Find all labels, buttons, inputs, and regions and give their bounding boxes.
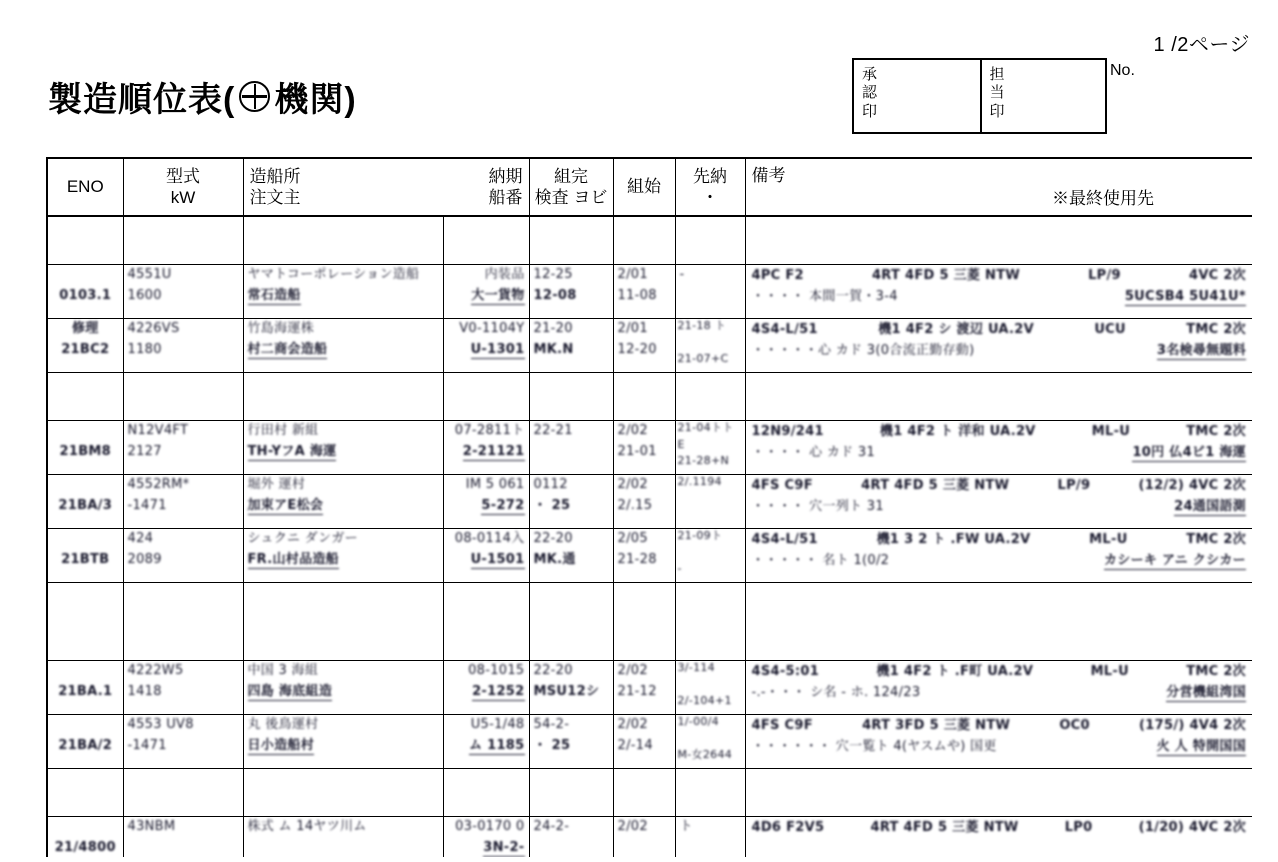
column-header-eno-label: ENO bbox=[66, 177, 104, 197]
cell-inspection: 22-20 MSU12シ bbox=[529, 660, 613, 714]
cell-due-hullno: 08-1015 2-1252 bbox=[443, 660, 529, 714]
table-row bbox=[47, 660, 1252, 714]
production-order-table-wrap bbox=[46, 157, 1252, 857]
circle-cross-logo-icon bbox=[239, 81, 270, 112]
cell-due-hullno: U5-1/48 ム 1185 bbox=[443, 714, 529, 768]
cell-remarks: 4FS C9F 4RT 4FD 5 三菱 NTW LP/9 (12/2) 4VC 2次 ・・・・ 穴一列ト 31 24通国語測 bbox=[745, 474, 1252, 528]
table-blank-row bbox=[47, 582, 1252, 660]
table-cell-empty bbox=[675, 768, 745, 816]
table-row bbox=[47, 318, 1252, 372]
cell-type-kw: 4551U 1600 bbox=[123, 264, 243, 318]
cell-remarks: 4D6 F2V5 4RT 4FD 5 三菱 NTW LP0 (1/20) 4VC 2次 bbox=[745, 816, 1252, 857]
table-cell-empty bbox=[529, 582, 613, 660]
page-title bbox=[48, 72, 357, 121]
cell-remarks: 4S4-5:01 機1 4F2 ト .F町 UA.2V ML-U TMC 2次 -.-・・・ シ名 - ホ. 124/23 分営機組湾国 bbox=[745, 660, 1252, 714]
cell-assembly-start: 2/02 21-12 bbox=[613, 660, 675, 714]
column-header-yard: 造船所 bbox=[249, 166, 301, 186]
cell-assembly-start: 2/02 bbox=[613, 816, 675, 857]
cell-remarks: 12N9/241 機1 4F2 ト 洋和 UA.2V ML-U TMC 2次 ・・・・ 心 カド 31 10円 仏4ビ1 海運 bbox=[745, 420, 1252, 474]
table-cell-empty bbox=[47, 216, 123, 264]
table-cell-empty bbox=[675, 372, 745, 420]
cell-assembly-start: 2/02 2/-14 bbox=[613, 714, 675, 768]
cell-remarks: 4PC F2 4RT 4FD 5 三菱 NTW LP/9 4VC 2次 ・・・・ 本間一賀・3-4 5UCSB4 5U41U* bbox=[745, 264, 1252, 318]
cell-remarks: 4S4-L/51 機1 3 2 ト .FW UA.2V ML-U TMC 2次 ・・・・・ 名ト 1(0/2 カシーキ アニ クシカー bbox=[745, 528, 1252, 582]
cell-yard-orderer: 株式 ム 14ヤツ川ム bbox=[243, 816, 443, 857]
cell-eno: 21BTB bbox=[47, 528, 123, 582]
table-cell-empty bbox=[529, 216, 613, 264]
table-cell-empty bbox=[47, 768, 123, 816]
cell-eno: 修理 21BC2 bbox=[47, 318, 123, 372]
table-cell-empty bbox=[123, 372, 243, 420]
column-header-pre-delivery-top: 先納 bbox=[693, 166, 727, 186]
cell-eno: 21BA/2 bbox=[47, 714, 123, 768]
column-header-yard-due bbox=[243, 158, 529, 216]
table-cell-empty bbox=[47, 582, 123, 660]
approval-stamp-label: 承認印 bbox=[862, 66, 878, 120]
table-cell-empty bbox=[745, 216, 1252, 264]
approval-stamp-cell bbox=[854, 60, 980, 132]
table-cell-empty bbox=[243, 216, 443, 264]
cell-remarks: 4S4-L/51 機1 4F2 シ 渡辺 UA.2V UCU TMC 2次 ・・・・・心 カド 3(0合流正勤存動) 3名検尋無題料 bbox=[745, 318, 1252, 372]
column-header-assembly-start-label: 組始 bbox=[627, 177, 661, 197]
table-cell-empty bbox=[675, 582, 745, 660]
cell-yard-orderer: 堀外 運村 加束アE松会 bbox=[243, 474, 443, 528]
table-cell-empty bbox=[443, 768, 529, 816]
approval-stamp-box bbox=[852, 58, 1107, 134]
cell-eno: 21BA.1 bbox=[47, 660, 123, 714]
cell-inspection: 12-25 12-08 bbox=[529, 264, 613, 318]
table-cell-empty bbox=[443, 372, 529, 420]
cell-pre-delivery: 21-18 ト 21-07+C bbox=[675, 318, 745, 372]
cell-yard-orderer: シュクニ ダンガー FR.山村品造船 bbox=[243, 528, 443, 582]
column-header-remarks-label: 備考 bbox=[751, 166, 786, 185]
column-header-due: 納期 bbox=[488, 166, 523, 186]
table-blank-row bbox=[47, 216, 1252, 264]
table-cell-empty bbox=[745, 372, 1252, 420]
cell-type-kw: 4552RM* -1471 bbox=[123, 474, 243, 528]
cell-eno: 21BA/3 bbox=[47, 474, 123, 528]
cell-due-hullno: 07-2811ト 2-21121 bbox=[443, 420, 529, 474]
table-cell-empty bbox=[745, 582, 1252, 660]
cell-yard-orderer: 竹島海運株 村二商会造船 bbox=[243, 318, 443, 372]
cell-eno: 21BM8 bbox=[47, 420, 123, 474]
cell-yard-orderer: 中国 3 海組 四島 海底組造 bbox=[243, 660, 443, 714]
table-row bbox=[47, 420, 1252, 474]
cell-eno: 0103.1 bbox=[47, 264, 123, 318]
table-cell-empty bbox=[745, 768, 1252, 816]
cell-type-kw: 4553 UV8 -1471 bbox=[123, 714, 243, 768]
table-cell-empty bbox=[243, 582, 443, 660]
table-cell-empty bbox=[243, 372, 443, 420]
table-cell-empty bbox=[613, 582, 675, 660]
cell-pre-delivery: - bbox=[675, 264, 745, 318]
cell-yard-orderer: 行田村 新組 TH-YフA 海運 bbox=[243, 420, 443, 474]
cell-pre-delivery: 1/-00/4 M-女2644 bbox=[675, 714, 745, 768]
column-header-type-top: 型式 bbox=[166, 166, 200, 186]
cell-assembly-start: 2/05 21-28 bbox=[613, 528, 675, 582]
cell-type-kw: 424 2089 bbox=[123, 528, 243, 582]
cell-assembly-start: 2/02 21-01 bbox=[613, 420, 675, 474]
column-header-inspection-top: 組完 bbox=[554, 166, 588, 186]
document-number-label: No. bbox=[1110, 62, 1135, 79]
charge-stamp-label: 担当印 bbox=[989, 66, 1005, 120]
page-title-suffix: 機関) bbox=[274, 81, 357, 119]
column-header-type-bottom: kW bbox=[170, 188, 196, 207]
cell-inspection: 0112 ・ 25 bbox=[529, 474, 613, 528]
table-cell-empty bbox=[529, 768, 613, 816]
page-indicator: 1 /2ページ bbox=[1153, 34, 1250, 56]
cell-type-kw: 43NBM bbox=[123, 816, 243, 857]
cell-due-hullno: 内装品 大一貨物 bbox=[443, 264, 529, 318]
cell-inspection: 21-20 MK.N bbox=[529, 318, 613, 372]
table-cell-empty bbox=[123, 216, 243, 264]
cell-eno: 21/4800 bbox=[47, 816, 123, 857]
column-header-assembly-start bbox=[613, 158, 675, 216]
column-header-pre-delivery-bottom: ・ bbox=[701, 188, 719, 207]
table-cell-empty bbox=[613, 216, 675, 264]
cell-inspection: 54-2- ・ 25 bbox=[529, 714, 613, 768]
cell-inspection: 22-21 bbox=[529, 420, 613, 474]
table-blank-row bbox=[47, 768, 1252, 816]
column-header-pre-delivery bbox=[675, 158, 745, 216]
cell-due-hullno: 03-0170 0 3N-2- bbox=[443, 816, 529, 857]
cell-type-kw: 4226VS 1180 bbox=[123, 318, 243, 372]
charge-stamp-cell bbox=[980, 60, 1106, 132]
table-row bbox=[47, 714, 1252, 768]
table-row bbox=[47, 528, 1252, 582]
cell-pre-delivery: ト bbox=[675, 816, 745, 857]
production-order-table bbox=[46, 157, 1252, 857]
table-body bbox=[47, 216, 1252, 857]
cell-remarks: 4FS C9F 4RT 3FD 5 三菱 NTW OC0 (175/) 4V4 2次 ・・・・・・ 穴一覧ト 4(ヤスムや) 国更 火 人 特開国国 bbox=[745, 714, 1252, 768]
table-cell-empty bbox=[123, 582, 243, 660]
table-cell-empty bbox=[47, 372, 123, 420]
table-cell-empty bbox=[123, 768, 243, 816]
cell-pre-delivery: 3/-114 2/-104+1 bbox=[675, 660, 745, 714]
cell-inspection: 22-20 MK.通 bbox=[529, 528, 613, 582]
table-cell-empty bbox=[613, 372, 675, 420]
column-header-inspection-bottom: 検査 ヨビ bbox=[534, 188, 608, 207]
table-row bbox=[47, 474, 1252, 528]
cell-due-hullno: V0-1104Y U-1301 bbox=[443, 318, 529, 372]
table-cell-empty bbox=[243, 768, 443, 816]
cell-pre-delivery: 21-04トト E 21-28+N bbox=[675, 420, 745, 474]
cell-pre-delivery: 2/.1194 bbox=[675, 474, 745, 528]
column-header-hull-no: 船番 bbox=[488, 188, 523, 207]
cell-yard-orderer: 丸 後鳥運村 日小造船村 bbox=[243, 714, 443, 768]
cell-assembly-start: 2/01 12-20 bbox=[613, 318, 675, 372]
column-header-remarks bbox=[745, 158, 1252, 216]
cell-type-kw: N12V4FT 2127 bbox=[123, 420, 243, 474]
table-cell-empty bbox=[443, 216, 529, 264]
cell-type-kw: 4222W5 1418 bbox=[123, 660, 243, 714]
column-header-type bbox=[123, 158, 243, 216]
cell-pre-delivery: 21-09ト - bbox=[675, 528, 745, 582]
cell-assembly-start: 2/01 11-08 bbox=[613, 264, 675, 318]
table-cell-empty bbox=[675, 216, 745, 264]
table-row bbox=[47, 264, 1252, 318]
table-row bbox=[47, 816, 1252, 857]
column-header-eno bbox=[47, 158, 123, 216]
cell-yard-orderer: ヤマトコーポレーション造船 常石造船 bbox=[243, 264, 443, 318]
table-blank-row bbox=[47, 372, 1252, 420]
table-cell-empty bbox=[529, 372, 613, 420]
cell-due-hullno: IM 5 061 5-272 bbox=[443, 474, 529, 528]
column-header-inspection bbox=[529, 158, 613, 216]
table-cell-empty bbox=[443, 582, 529, 660]
column-header-final-use-label: ※最終使用先 bbox=[1052, 188, 1154, 208]
column-header-orderer: 注文主 bbox=[249, 188, 301, 207]
table-header-row bbox=[47, 158, 1252, 216]
table-cell-empty bbox=[613, 768, 675, 816]
page-title-prefix: 製造順位表( bbox=[48, 81, 236, 119]
cell-due-hullno: 08-0114入 U-1501 bbox=[443, 528, 529, 582]
cell-assembly-start: 2/02 2/.15 bbox=[613, 474, 675, 528]
cell-inspection: 24-2- bbox=[529, 816, 613, 857]
